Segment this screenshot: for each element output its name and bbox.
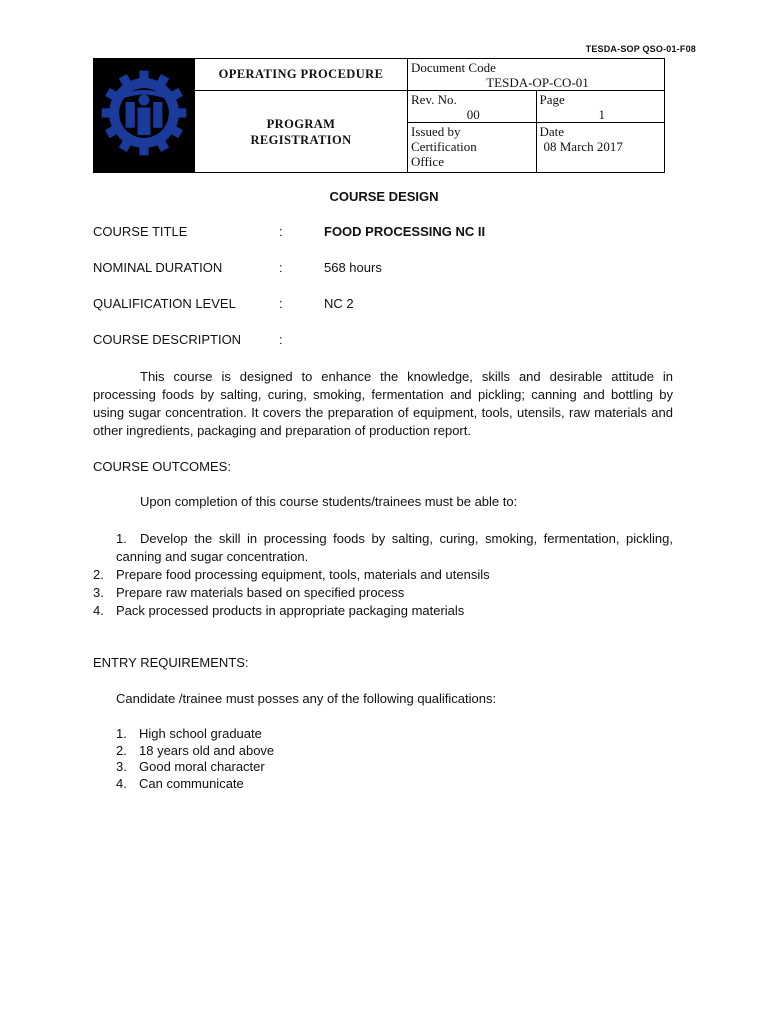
page-cell: [536, 91, 665, 123]
date-cell: [536, 123, 665, 173]
entry-requirements-heading: ENTRY REQUIREMENTS:: [93, 655, 249, 670]
qualification-level-value: NC 2: [324, 296, 354, 311]
issued-by-line2: Certification: [411, 139, 477, 154]
course-description-paragraph: This course is designed to enhance the knowledge, skills and desirable attitude in processing foods by salting, curing, smoking, fermentation and pickling; canning and bottling by using sugar concentration. It covers the preparation of equipment, tools, utensils, raw materials and other ingredients, packaging and preparation of production report.: [93, 369, 673, 438]
list-item: [93, 566, 673, 584]
page-label: Page: [539, 92, 565, 107]
list-item: [93, 530, 673, 566]
course-title-label: COURSE TITLE: [93, 224, 188, 239]
revision-label: Rev. No.: [411, 92, 457, 107]
date-value: 08 March 2017: [543, 139, 623, 154]
program-registration-title: [195, 91, 408, 173]
colon: :: [279, 260, 283, 275]
entry-requirements-list: [116, 726, 516, 792]
program-title-line1: PROGRAM: [266, 116, 336, 131]
list-item-number: 1.: [116, 726, 127, 741]
list-item-text: Prepare raw materials based on specified process: [116, 585, 405, 600]
list-item-number: 4.: [93, 603, 104, 618]
colon: :: [279, 332, 283, 347]
list-item-number: 3.: [116, 759, 127, 774]
operating-procedure-title: OPERATING PROCEDURE: [195, 59, 408, 91]
list-item-number: 2.: [116, 742, 127, 758]
qualification-level-label: QUALIFICATION LEVEL: [93, 296, 236, 311]
list-item: [116, 776, 516, 793]
issued-by-cell: [408, 123, 537, 173]
course-outcomes-list: [93, 530, 673, 620]
colon: :: [279, 296, 283, 311]
list-item-text: High school graduate: [139, 726, 262, 741]
form-code: TESDA-SOP QSO-01-F08: [585, 44, 696, 54]
course-outcomes-intro: Upon completion of this course students/trainees must be able to:: [140, 494, 518, 509]
course-outcomes-heading: COURSE OUTCOMES:: [93, 459, 231, 474]
list-item-number: 2.: [93, 567, 104, 582]
entry-requirements-intro: Candidate /trainee must posses any of the following qualifications:: [116, 691, 497, 706]
list-item-text: Can communicate: [139, 775, 244, 791]
list-item: [116, 726, 516, 743]
revision-cell: [408, 91, 537, 123]
tesda-logo: [94, 59, 195, 173]
list-item-text: Prepare food processing equipment, tools, materials and utensils: [116, 567, 490, 582]
list-item-number: 4.: [116, 775, 127, 791]
colon: :: [279, 224, 283, 239]
list-item: [116, 759, 516, 776]
document-code-label: Document Code: [411, 60, 496, 75]
course-description-label: COURSE DESCRIPTION: [93, 332, 242, 347]
issued-by-line1: Issued by: [411, 124, 461, 139]
list-item-number: 3.: [93, 585, 104, 600]
list-item-text: Good moral character: [139, 759, 265, 774]
document-header-table: [93, 58, 665, 173]
date-label: Date: [539, 124, 565, 139]
list-item-text: 18 years old and above: [139, 742, 275, 758]
list-item-number: 1.: [116, 531, 127, 546]
list-item-text: Pack processed products in appropriate packaging materials: [116, 603, 465, 618]
list-item-text: Develop the skill in processing foods by salting, curing, smoking, fermentation, pickling, canning and sugar concentration.: [116, 531, 673, 564]
course-design-heading: COURSE DESIGN: [329, 189, 439, 204]
program-title-line2: REGISTRATION: [250, 132, 352, 147]
gear-logo-icon: [98, 67, 190, 159]
course-title-value: FOOD PROCESSING NC II: [324, 224, 486, 239]
list-item: [93, 584, 673, 602]
document-code-value: TESDA-OP-CO-01: [486, 75, 589, 90]
issued-by-line3: Office: [411, 154, 444, 169]
document-code-cell: [408, 59, 665, 91]
list-item: [116, 743, 516, 760]
nominal-duration-value: 568 hours: [324, 260, 382, 275]
revision-value: 00: [466, 107, 480, 122]
page-value: 1: [598, 107, 605, 122]
nominal-duration-label: NOMINAL DURATION: [93, 260, 223, 275]
list-item: [93, 602, 673, 620]
